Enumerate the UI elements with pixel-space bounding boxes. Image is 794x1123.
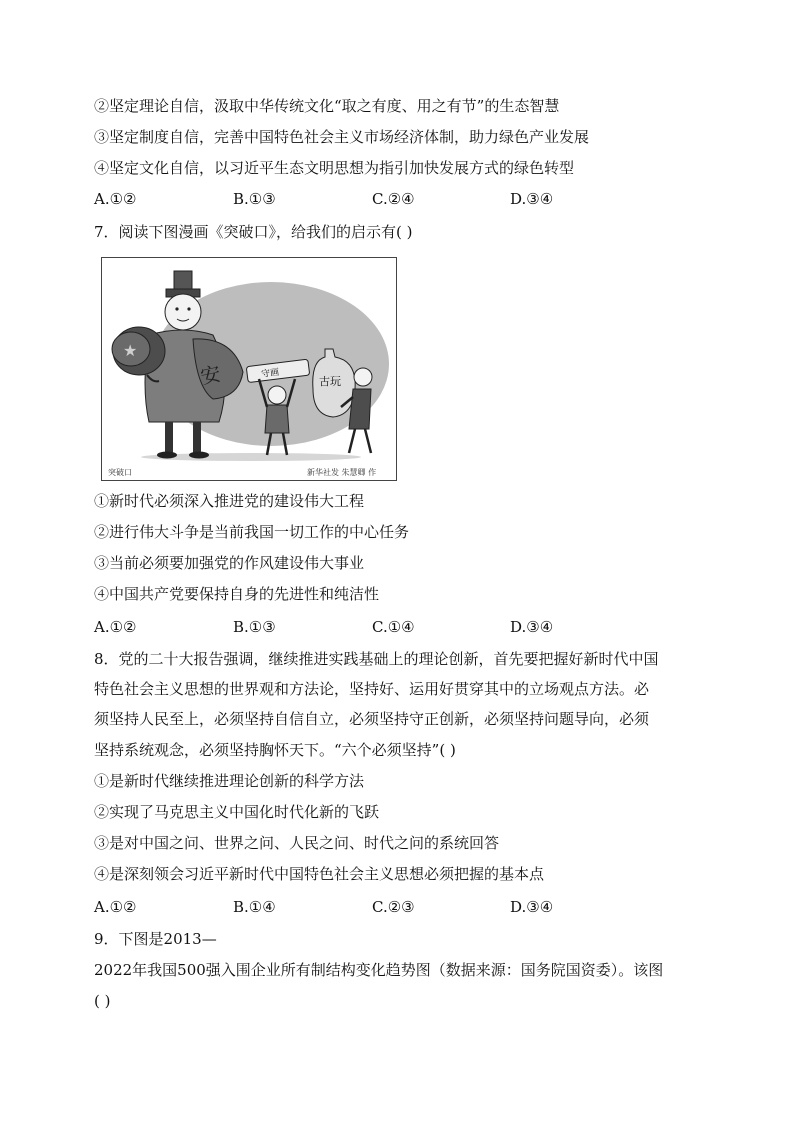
q7-choices: [94, 617, 694, 637]
q7-choice-b[interactable]: B.①③: [233, 618, 276, 636]
q9-stem-line-1: 9．下图是2013—: [94, 930, 217, 948]
q7-option-3: ③当前必须要加强党的作风建设伟大事业: [94, 554, 365, 572]
q8-option-4: ④是深刻领会习近平新时代中国特色社会主义思想必须把握的基本点: [94, 865, 545, 883]
q7-choice-c[interactable]: C.①④: [372, 618, 415, 636]
q6-option-4: ④坚定文化自信，以习近平生态文明思想为指引加快发展方式的绿色转型: [94, 159, 575, 177]
q8-option-2: ②实现了马克思主义中国化时代化新的飞跃: [94, 803, 380, 821]
q9-stem-line-3: ( ): [94, 992, 111, 1010]
q7-option-1: ①新时代必须深入推进党的建设伟大工程: [94, 492, 365, 510]
q8-stem-line-3: 须坚持人民至上，必须坚持自信自立，必须坚持守正创新，必须坚持问题导向，必须: [94, 710, 650, 728]
q8-choice-c[interactable]: C.②③: [372, 898, 415, 916]
svg-text:★: ★: [123, 341, 138, 360]
vase-label: 古玩: [319, 375, 341, 388]
q7-choice-d[interactable]: D.③④: [510, 618, 554, 636]
q8-stem-line-2: 特色社会主义思想的世界观和方法论，坚持好、运用好贯穿其中的立场观点方法。必: [94, 680, 650, 698]
q6-option-2: ②坚定理论自信，汲取中华传统文化“取之有度、用之有节”的生态智慧: [94, 97, 560, 115]
cartoon-image: [101, 257, 397, 481]
q8-choices: [94, 897, 694, 917]
q6-choices: [94, 189, 694, 209]
q7-choice-a[interactable]: A.①②: [94, 618, 137, 636]
cartoon-caption-left: 突破口: [108, 468, 132, 477]
q8-choice-d[interactable]: D.③④: [510, 898, 554, 916]
cartoon-caption-right: 新华社发 朱慧卿 作: [307, 468, 377, 477]
scroll-label: 守画: [260, 367, 280, 380]
q8-option-3: ③是对中国之问、世界之问、人民之问、时代之问的系统回答: [94, 834, 500, 852]
q6-choice-a[interactable]: A.①②: [94, 190, 137, 208]
q7-option-4: ④中国共产党要保持自身的先进性和纯洁性: [94, 585, 380, 603]
q8-choice-b[interactable]: B.①④: [233, 898, 276, 916]
q8-option-1: ①是新时代继续推进理论创新的科学方法: [94, 772, 365, 790]
q6-choice-d[interactable]: D.③④: [510, 190, 554, 208]
q8-choice-a[interactable]: A.①②: [94, 898, 137, 916]
q7-option-2: ②进行伟大斗争是当前我国一切工作的中心任务: [94, 523, 410, 541]
q8-stem-line-1: 8．党的二十大报告强调，继续推进实践基础上的理论创新，首先要把握好新时代中国: [94, 650, 659, 668]
q6-option-3: ③坚定制度自信，完善中国特色社会主义市场经济体制，助力绿色产业发展: [94, 128, 590, 146]
svg-text:安: 安: [198, 361, 223, 389]
q9-stem-line-2: 2022年我国500强入围企业所有制结构变化趋势图（数据来源：国务院国资委）。该图: [94, 961, 664, 979]
q7-stem: 7．阅读下图漫画《突破口》，给我们的启示有( ): [94, 223, 413, 241]
q8-stem-line-4: 坚持系统观念，必须坚持胸怀天下。“六个必须坚持”( ): [94, 741, 456, 759]
q6-choice-b[interactable]: B.①③: [233, 190, 276, 208]
q6-choice-c[interactable]: C.②④: [372, 190, 415, 208]
